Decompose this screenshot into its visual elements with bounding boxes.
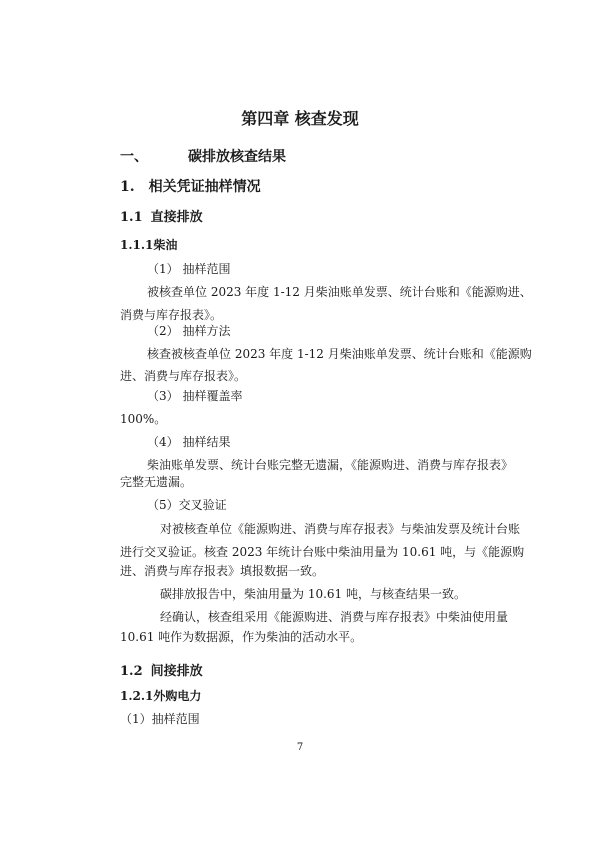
method-heading: （2） 抽样方法	[147, 324, 231, 338]
cross-check-text-line: 碳排放报告中，柴油用量为 10.61 吨，与核查结果一致。	[160, 587, 466, 601]
section-title: 间接排放	[150, 664, 203, 679]
section-title: 直接排放	[150, 210, 203, 225]
section-heading-1-2	[120, 660, 203, 679]
section-number: 一、	[120, 149, 148, 165]
result-text-line: 完整无遗漏。	[120, 475, 193, 489]
section-number: 1.1	[120, 210, 143, 225]
cross-check-text-line: 经确认，核查组采用《能源购进、消费与库存报表》中柴油使用量	[160, 610, 509, 624]
chapter-title: 第四章 核查发现	[241, 109, 359, 128]
section-heading-1-1	[120, 176, 261, 196]
coverage-heading: （3） 抽样覆盖率	[147, 389, 243, 403]
method-text-line: 进、消费与库存报表》。	[120, 369, 247, 383]
cross-check-text-line: 对被核查单位《能源购进、消费与库存报表》与柴油发票及统计台账	[160, 522, 521, 536]
section-heading-1	[120, 146, 286, 166]
scope-text-line: 被核查单位 2023 年度 1-12 月柴油账单发票、统计台账和《能源购进、	[147, 285, 532, 299]
section-number: 1.	[120, 179, 135, 195]
subsection-diesel: 1.1.1柴油	[120, 238, 178, 252]
cross-check-text-line: 10.61 吨作为数据源，作为柴油的活动水平。	[120, 630, 363, 644]
scope-heading: （1） 抽样范围	[147, 262, 231, 276]
subsection-purchased-power: 1.2.1外购电力	[120, 689, 202, 703]
result-heading: （4） 抽样结果	[147, 435, 231, 449]
result-text-line: 柴油账单发票、统计台账完整无遗漏，《能源购进、消费与库存报表》	[147, 458, 514, 472]
cross-check-text-line: 进行交叉验证。核查 2023 年统计台账中柴油用量为 10.61 吨，与《能源购	[120, 545, 525, 559]
section-title: 相关凭证抽样情况	[148, 179, 261, 195]
cross-check-text-line: 进、消费与库存报表》填报数据一致。	[120, 564, 325, 578]
section-title: 碳排放核查结果	[188, 149, 286, 165]
page-number: 7	[296, 742, 304, 753]
section-number: 1.2	[120, 664, 143, 679]
cross-check-heading: （5）交叉验证	[147, 498, 227, 512]
section-heading-1-1-direct	[120, 206, 203, 225]
scope-text-line: 消费与库存报表》。	[120, 308, 223, 322]
coverage-value: 100%。	[120, 412, 167, 426]
method-text-line: 核查被核查单位 2023 年度 1-12 月柴油账单发票、统计台账和《能源购	[147, 347, 532, 361]
power-scope-heading: （1）抽样范围	[120, 712, 200, 726]
